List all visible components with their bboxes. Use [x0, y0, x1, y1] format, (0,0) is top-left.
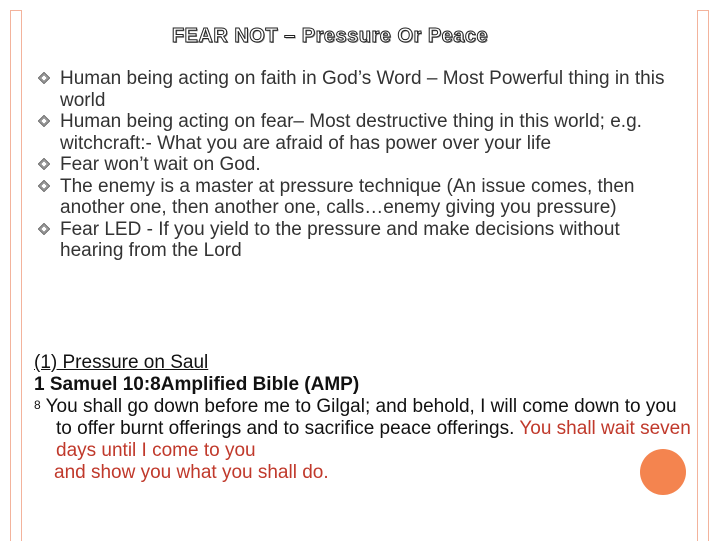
- bullet-text: The enemy is a master at pressure technique (An issue comes, then another one, then another one, calls…enemy giving you pressure): [60, 175, 635, 218]
- verse-text-black: You shall go down before me to Gilgal; and behold, I will come down to you to offer burnt offerings and to sacrifice peace offerings.: [40, 396, 677, 439]
- right-border-decoration: [697, 10, 709, 541]
- scripture-passage: [34, 352, 694, 484]
- diamond-bullet-icon: [38, 115, 50, 127]
- verse-text-red-end: and show you what you shall do.: [54, 462, 329, 483]
- diamond-bullet-icon: [38, 72, 50, 84]
- slide-title: FEAR NOT – Pressure Or Peace: [171, 25, 489, 47]
- verse-text: [34, 396, 694, 484]
- bullet-item: [38, 68, 678, 111]
- bullet-text: Human being acting on fear– Most destructive thing in this world; e.g. witchcraft:- What you are afraid of has power over your life: [60, 111, 642, 154]
- passage-heading: (1) Pressure on Saul: [34, 352, 209, 373]
- diamond-bullet-icon: [38, 158, 50, 170]
- diamond-bullet-icon: [38, 180, 50, 192]
- bullet-text: Fear LED - If you yield to the pressure and make decisions without hearing from the Lord: [60, 218, 620, 261]
- diamond-bullet-icon: [38, 223, 50, 235]
- bullet-item: [38, 111, 678, 154]
- left-border-decoration: [10, 10, 22, 541]
- verse-number: 8: [34, 398, 41, 412]
- bullet-text: Fear won’t wait on God.: [60, 154, 261, 175]
- bullet-item: [38, 154, 678, 176]
- bullet-item: [38, 219, 678, 262]
- orange-circle-decoration: [640, 449, 686, 495]
- bullet-text: Human being acting on faith in God’s Word – Most Powerful thing in this world: [60, 68, 665, 111]
- verse-text-red: You shall wait seven days until I come to you: [56, 418, 691, 461]
- passage-reference: 1 Samuel 10:8Amplified Bible (AMP): [34, 374, 360, 395]
- bullet-list: [38, 68, 678, 262]
- bullet-item: [38, 176, 678, 219]
